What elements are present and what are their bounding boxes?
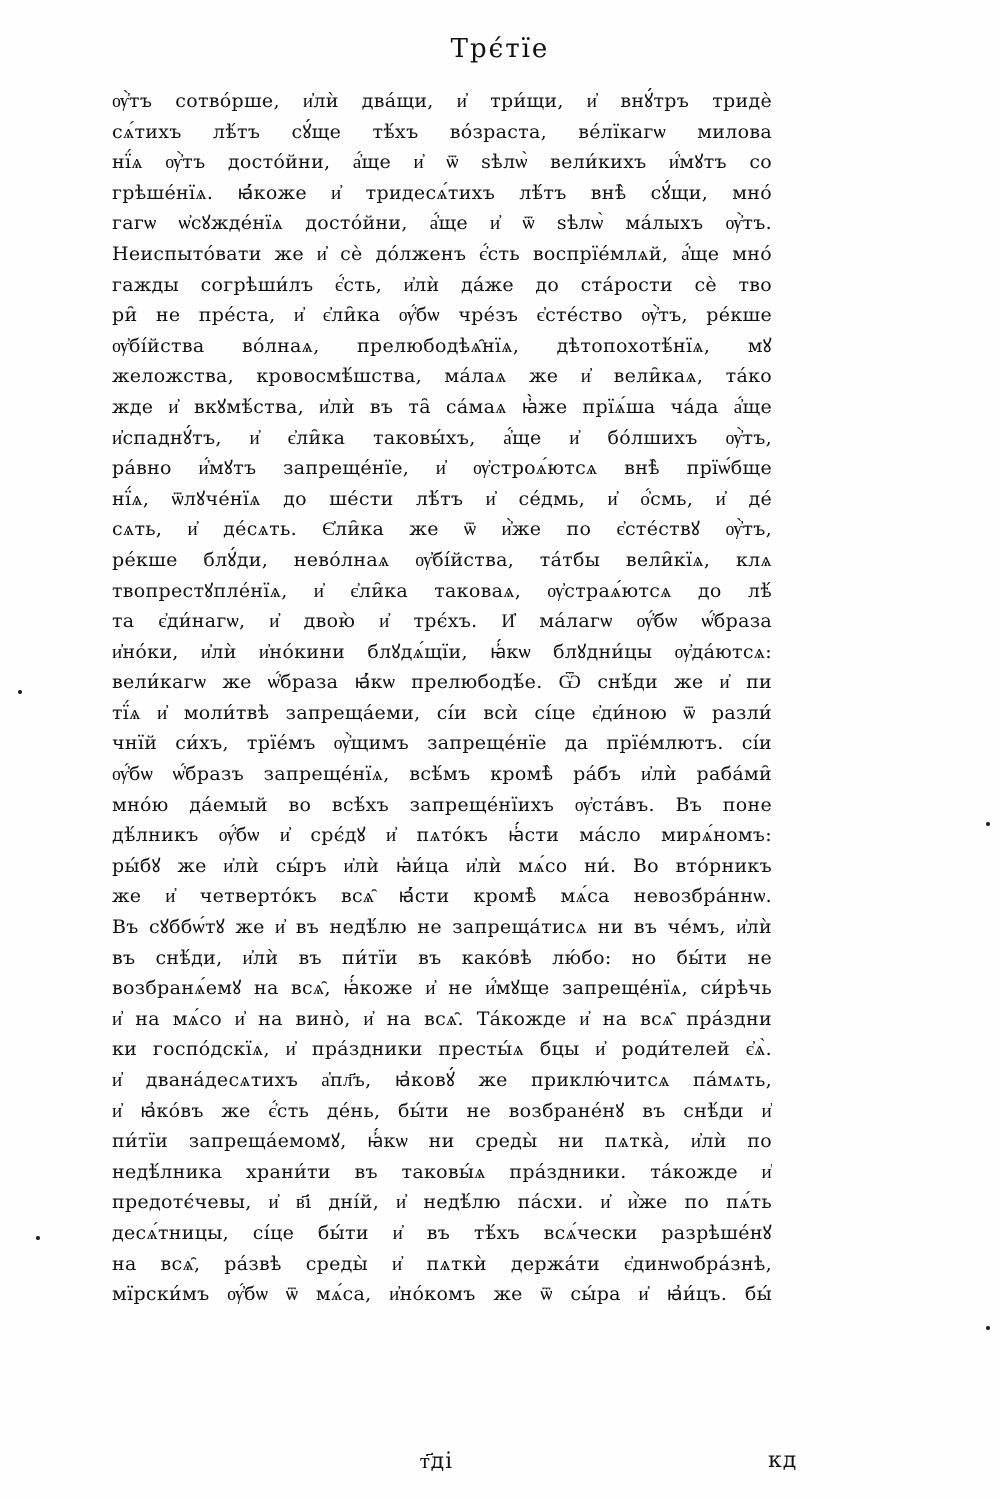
scan-speck — [36, 1236, 40, 1240]
text-line: ры́бꙋ же и҆лѝ сы́ръ и҆лѝ ꙗ҆и́ца и҆лѝ мѧ́со ни́. Во вто́рникъ — [112, 854, 772, 877]
text-line: нї́ѧ ѹ҆̀тъ досто́йни, а҆́ще и҆ ѿ ѕѣлѡ̀ вели́кихъ и҆́мꙋтъ со — [112, 151, 772, 174]
text-line: мїрски́мъ ѹ҆́бѡ ѿ мѧ́са, и҆но́комъ же ѿ сы́ра и҆ ꙗ҆и́цъ. бы́ — [112, 1283, 772, 1306]
text-line: ки госпо́дскїѧ, и҆ пра́здники престы́ѧ бцы и҆ роди́телей є҆ѧ̀. — [112, 1038, 772, 1061]
text-line: предотє́чевы, и҆ в҃і дні́й, и҆ недѣ́лю па́схи. и҆ и҆̀же по пѧ́ть — [112, 1191, 772, 1214]
signature-mark-right: кд — [768, 1448, 798, 1473]
text-line: и҆ на мѧ́со и҆ на вино̀, и҆ на всѧ̑. Та́кожде и҆ на всѧ̑ пра́здни — [112, 1007, 772, 1030]
text-line: сѧ́тихъ лѣ́тъ сꙋ́ще тѣ́хъ во́зраста, ве́лїкагѡ милова — [112, 120, 772, 143]
scan-speck — [986, 822, 990, 826]
text-line: твопрестꙋпле́нїѧ, и҆ є҆ли̑ка таковаѧ, ѹ҆страѧ́ютсѧ до лѣ́ — [112, 579, 772, 602]
text-line: тї́ѧ и҆ моли́твѣ запреща́еми, сі́и всѝ сі́це є҆ди́ною ѿ разли́ — [112, 701, 772, 724]
text-line: нї́ѧ, ѿлꙋче́нїѧ до ше́сти лѣ́тъ и҆ се́дмь, и҆ о҆́смь, и҆ де́ — [112, 487, 772, 510]
text-line: вели́кагѡ же ѡ҆́браза ꙗ҆́кѡ прелюбодѣ́е. Ѿ снѣ́ди же и҆ пи — [112, 671, 772, 694]
text-line: грѣше́нїѧ. ꙗ҆́коже и҆ тридесѧ́тихъ лѣ́тъ внѣ̀ сꙋ́щи, мно́ — [112, 181, 772, 204]
text-block — [112, 86, 772, 1310]
signature-mark-left: т҃ді — [420, 1449, 454, 1474]
text-line: въ снѣ́ди, и҆лѝ въ пи́тїи въ како́вѣ лю́бо: но бы́ти не — [112, 946, 772, 969]
text-line: и҆ ꙗ҆ко́въ же є҆́сть де́нь, бы́ти не возбране́нꙋ въ снѣ́ди и҆ — [112, 1099, 772, 1122]
text-line: возбранѧ́емꙋ на всѧ̑, ꙗ҆́коже и҆ не и҆́мꙋще запреще́нїѧ, си́рѣчь — [112, 977, 772, 1000]
text-line: ѹ҆́бѡ ѡ҆́бразъ запреще́нїѧ, всѣ́мъ кромѣ̀ ра́бъ и҆лѝ раба́ми̑ — [112, 763, 772, 786]
text-line: чнїй си́хъ, трїе́мъ ѹ҆̀щимъ запреще́нїе да прїе́млютъ. сі́и — [112, 732, 772, 755]
text-line: Въ сꙋббѡ́тꙋ же и҆ въ недѣ́лю не запреща́тисѧ ни въ че́мъ, и҆лѝ — [112, 916, 772, 939]
text-line: и҆но́ки, и҆лѝ и҆но́кини блꙋдѧ́щїи, ꙗ҆́кѡ блꙋдни́цы ѹ҆да́ютсѧ: — [112, 640, 772, 663]
page-header: Трє́тїе — [450, 34, 550, 64]
text-line: пи́тїи запреща́емомꙋ, ꙗ҆́кѡ ни среды̀ ни пѧтка̀, и҆лѝ по — [112, 1130, 772, 1153]
text-line: ре́кше блꙋ́ди, нево́лнаѧ ѹ҆бі́йства, та́тбы вели̑кїѧ, клѧ — [112, 548, 772, 571]
text-line: гагѡ ѡ҆сꙋжде́нїѧ досто́йни, а҆́ще и҆ ѿ ѕѣлѡ̀ ма́лыхъ ѹ҆̀тъ. — [112, 212, 772, 235]
text-line: та є҆ди́нагѡ, и҆ двою̀ и҆ трє́хъ. И҆ ма́лагѡ ѹ҆́бѡ ѡ҆́браза — [112, 610, 772, 633]
text-line: недѣ́лника храни́ти въ таковы́ѧ пра́здники. та́кожде и҆ — [112, 1160, 772, 1183]
text-line: ѹ҆бі́йства во́лнаѧ, прелюбодѣѧ̑нїѧ, дѣтопохотѣ́нїѧ, мꙋ — [112, 334, 772, 357]
text-line: желожства, кровосмѣ́шства, ма́лаѧ же и҆ вели̑каѧ, та́ко — [112, 365, 772, 388]
text-line: ѹ҆̀тъ сотво́рше, и҆лѝ два́щи, и҆ три́щи, и҆ внꙋ́тръ тридѐ — [112, 90, 772, 112]
text-line: мно́ю да́емый во всѣ́хъ запреще́нїихъ ѹ҆ста́въ. Въ поне — [112, 793, 772, 816]
text-line: гажды согрѣши́лъ є҆́сть, и҆лѝ да́же до ста́рости сѐ тво — [112, 273, 772, 296]
text-line: же и҆ четверто́къ всѧ̑ ꙗ҆́сти кромѣ̀ мѧ́са невозбра́ннѡ. — [112, 885, 772, 908]
text-line: ра́вно и҆́мꙋтъ запреще́нїе, и҆ ѹ҆строѧ́ютсѧ внѣ̀ прїѡ́бще — [112, 457, 772, 480]
text-line: десѧ́тницы, сі́це бы́ти и҆ въ тѣ́хъ всѧ́чески разрѣше́нꙋ — [112, 1221, 772, 1244]
text-line: ри̑ не пре́ста, и҆ є҆ли̑ка ѹ҆́бѡ чре́зъ є҆сте́ство ѹ҆̀тъ, ре́кше — [112, 304, 772, 327]
text-line: дѣ́лникъ ѹ҆́бѡ и҆ срє́дꙋ и҆ пѧто́къ ꙗ҆́сти ма́сло мирѧ́номъ: — [112, 824, 772, 847]
text-line: и҆спаднꙋ́тъ, и҆ є҆ли̑ка таковы́хъ, а҆́ще и҆ бо́лшихъ ѹ҆̀тъ, — [112, 426, 772, 449]
scan-speck — [18, 690, 22, 694]
text-line: и҆ двана́десѧтихъ а҆пл҃ъ, ꙗ҆ковꙋ́ же приклю́читсѧ па́мѧть, — [112, 1069, 772, 1091]
text-line: сѧть, и҆ де́сѧть. Є҆ли̑ка же ѿ и҆̀же по є҆сте́ствꙋ ѹ҆̀тъ, — [112, 518, 772, 541]
text-line: Неиспыто́вати же и҆ сѐ до́лженъ є҆́сть воспрїе́млѧй, а҆́ще мно́ — [112, 242, 772, 265]
scan-speck — [986, 1326, 990, 1330]
text-line: на всѧ̑, ра́звѣ среды̀ и҆ пѧткѝ держа́ти є҆динѡобра́знѣ, — [112, 1252, 772, 1275]
text-line: жде и҆ вкꙋмѣ́ства, и҆лѝ въ та̑ са́маѧ ꙗ҆̀же прїѧ́ша ча́да а҆́ще — [112, 395, 772, 418]
